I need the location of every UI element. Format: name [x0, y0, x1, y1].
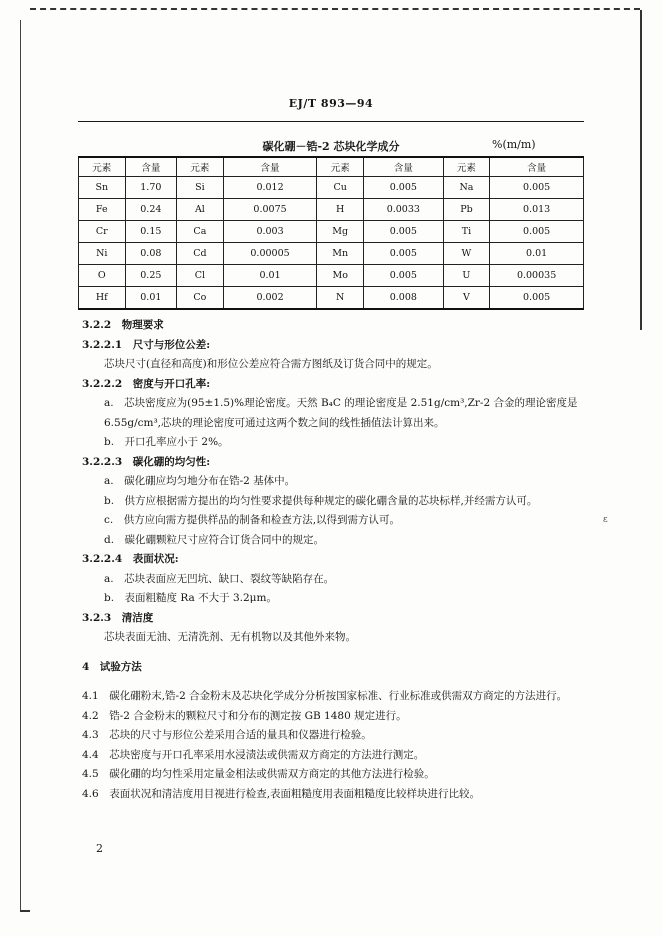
- scan-edge-bottom: [20, 910, 30, 912]
- list-item: a. 芯块表面应无凹坑、缺口、裂纹等缺陷存在。: [104, 572, 335, 585]
- table-cell: 0.25: [125, 265, 177, 287]
- table-cell: Cu: [317, 177, 364, 199]
- section-heading: 3.2.3 清洁度: [82, 611, 154, 624]
- clause-heading: 3.2.2.2 密度与开口孔率:: [82, 377, 211, 390]
- table-cell: 0.005: [363, 221, 443, 243]
- list-item: a. 芯块密度应为(95±1.5)%理论密度。天然 B₄C 的理论密度是 2.51g/cm³,Zr-2 合金的理论密度是 6.55g/cm³,芯块的理论密度可通过这两个数之间的线性插值法计算出来。: [104, 397, 578, 429]
- table-cell: Fe: [79, 199, 126, 221]
- spacer: [82, 648, 582, 658]
- table-cell: 0.01: [223, 265, 317, 287]
- column-header: 元素: [177, 157, 224, 177]
- column-header: 含量: [125, 157, 177, 177]
- table-cell: Mg: [317, 221, 364, 243]
- stray-mark: ɛ: [603, 515, 608, 525]
- table-cell: Mo: [317, 265, 364, 287]
- table-cell: W: [443, 243, 490, 265]
- scan-edge-right: [640, 10, 642, 330]
- table-row: [79, 199, 584, 221]
- table-cell: 0.08: [125, 243, 177, 265]
- table-header-row: [79, 157, 584, 177]
- table-cell: Ca: [177, 221, 224, 243]
- table-cell: 0.01: [490, 243, 584, 265]
- table-cell: 0.005: [363, 177, 443, 199]
- numbered-clause: 4.4 芯块密度与开口孔率采用水浸渍法或供需双方商定的方法进行测定。: [82, 748, 425, 761]
- column-header: 含量: [490, 157, 584, 177]
- clause-heading: 3.2.2.3 碳化硼的均匀性:: [82, 455, 211, 468]
- table-cell: Hf: [79, 287, 126, 310]
- page-number: 2: [96, 842, 103, 855]
- table-cell: 0.003: [223, 221, 317, 243]
- numbered-clause: 4.3 芯块的尺寸与形位公差采用合适的量具和仪器进行检验。: [82, 729, 372, 741]
- table-title: 碳化硼－锆-2 芯块化学成分: [262, 140, 400, 153]
- table-cell: 0.005: [490, 177, 584, 199]
- table-cell: Na: [443, 177, 490, 199]
- header-rule: [78, 121, 584, 122]
- table-row: [79, 177, 584, 199]
- table-cell: 0.013: [490, 199, 584, 221]
- scan-edge-top: [30, 8, 640, 10]
- table-cell: Ti: [443, 221, 490, 243]
- list-item: b. 供方应根据需方提出的均匀性要求提供每种规定的碳化硼含量的芯块标样,并经需方认可。: [104, 494, 538, 507]
- numbered-clause: 4.5 碳化硼的均匀性采用定量金相法或供需双方商定的其他方法进行检验。: [82, 768, 435, 780]
- list-item: c. 供方应向需方提供样品的制备和检查方法,以得到需方认可。: [104, 514, 401, 526]
- table-cell: 0.00005: [223, 243, 317, 265]
- table-cell: O: [79, 265, 126, 287]
- table-cell: Cl: [177, 265, 224, 287]
- table-cell: Pb: [443, 199, 490, 221]
- table-cell: 0.00035: [490, 265, 584, 287]
- column-header: 元素: [443, 157, 490, 177]
- table-cell: Co: [177, 287, 224, 310]
- table-cell: Cr: [79, 221, 126, 243]
- section-heading: 3.2.2 物理要求: [82, 319, 164, 331]
- table-cell: 0.15: [125, 221, 177, 243]
- document-body: [82, 316, 582, 804]
- table-cell: 0.005: [490, 287, 584, 310]
- table-cell: N: [317, 287, 364, 310]
- chapter-heading: 4 试验方法: [82, 660, 142, 673]
- paragraph: 芯块尺寸(直径和高度)和形位公差应符合需方图纸及订货合同中的规定。: [104, 358, 438, 370]
- column-header: 元素: [79, 157, 126, 177]
- table-cell: 1.70: [125, 177, 177, 199]
- table-cell: Mn: [317, 243, 364, 265]
- list-item: d. 碳化硼颗粒尺寸应符合订货合同中的规定。: [104, 533, 325, 546]
- numbered-clause: 4.2 锆-2 合金粉末的颗粒尺寸和分布的测定按 GB 1480 规定进行。: [82, 709, 407, 722]
- table-cell: 0.002: [223, 287, 317, 310]
- list-item: b. 表面粗糙度 Ra 不大于 3.2μm。: [104, 592, 277, 604]
- numbered-clause: 4.6 表面状况和清洁度用目视进行检查,表面粗糙度用表面粗糙度比较样块进行比较。: [82, 787, 481, 800]
- table-unit: %(m/m): [492, 138, 536, 151]
- table-cell: Cd: [177, 243, 224, 265]
- paragraph: 芯块表面无油、无清洗剂、无有机物以及其他外来物。: [104, 631, 356, 643]
- numbered-clause: 4.1 碳化硼粉末,锆-2 合金粉末及芯块化学成分分析按国家标准、行业标准或供需双方商定的方法进行。: [82, 690, 568, 702]
- table-cell: U: [443, 265, 490, 287]
- table-cell: Sn: [79, 177, 126, 199]
- table-cell: 0.0075: [223, 199, 317, 221]
- column-header: 含量: [363, 157, 443, 177]
- column-header: 含量: [223, 157, 317, 177]
- table-cell: Ni: [79, 243, 126, 265]
- table-row: [79, 243, 584, 265]
- composition-table: [78, 156, 584, 310]
- table-row: [79, 287, 584, 310]
- clause-heading: 3.2.2.4 表面状况:: [82, 553, 179, 565]
- list-item: a. 碳化硼应均匀地分布在锆-2 基体中。: [104, 475, 296, 487]
- table-row: [79, 265, 584, 287]
- standard-code: EJ/T 893—94: [288, 97, 374, 110]
- table-cell: 0.005: [363, 265, 443, 287]
- spacer: [82, 677, 582, 687]
- table-cell: 0.012: [223, 177, 317, 199]
- clause-heading: 3.2.2.1 尺寸与形位公差:: [82, 338, 211, 351]
- table-cell: H: [317, 199, 364, 221]
- table-cell: 0.008: [363, 287, 443, 310]
- table-cell: 0.0033: [363, 199, 443, 221]
- table-cell: 0.01: [125, 287, 177, 310]
- table-cell: Si: [177, 177, 224, 199]
- table-cell: V: [443, 287, 490, 310]
- list-item: b. 开口孔率应小于 2%。: [104, 436, 229, 448]
- table-cell: 0.24: [125, 199, 177, 221]
- table-cell: Al: [177, 199, 224, 221]
- column-header: 元素: [317, 157, 364, 177]
- table-cell: 0.005: [363, 243, 443, 265]
- table-cell: 0.005: [490, 221, 584, 243]
- table-row: [79, 221, 584, 243]
